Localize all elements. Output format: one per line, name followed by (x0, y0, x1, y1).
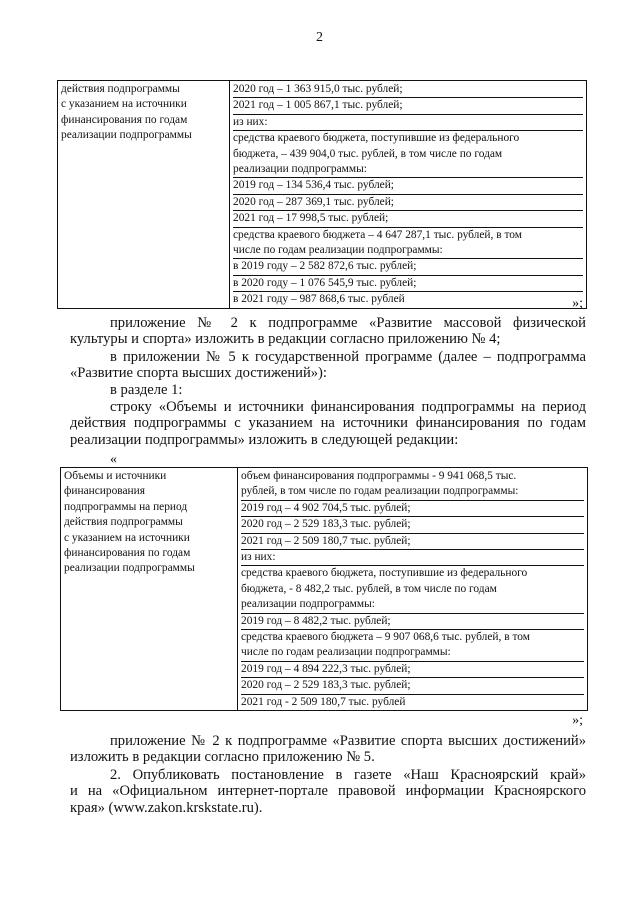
table2-value-cell (238, 468, 588, 711)
paragraph-line: реализации подпрограммы» изложить в следующей редакции: (70, 431, 459, 448)
table1-value-line: 2019 год – 134 536,4 тыс. рублей; (233, 178, 583, 194)
table2-value-line: средства краевого бюджета, поступившие из федерального (241, 567, 528, 580)
table1-value-line: 2020 год – 1 363 915,0 тыс. рублей; (233, 82, 583, 98)
table2-label-line: Объемы и источники (64, 470, 167, 482)
paragraph-row-change (70, 399, 586, 448)
table2-value-line: реализации подпрограммы: (241, 597, 584, 613)
paragraph-line: в приложении № 5 к государственной программе (далее – подпрограмма (110, 349, 586, 365)
table2-label-line: действия подпрограммы (64, 516, 183, 529)
paragraph-line: культуры и спорта» изложить в редакции согласно приложению № 4; (70, 331, 501, 348)
table-row (58, 81, 587, 309)
table2-value-line: объем финансирования подпрограммы - 9 941 068,5 тыс. (241, 470, 517, 482)
table1-value-line: в 2020 году – 1 076 545,9 тыс. рублей; (233, 276, 583, 292)
table2-value-line: 2019 год – 4 894 222,3 тыс. рублей; (241, 662, 584, 678)
table2-value-line: 2020 год – 2 529 183,3 тыс. рублей; (241, 517, 584, 533)
table1-label-line: реализации подпрограммы (61, 129, 192, 142)
table2-label-cell (61, 468, 238, 711)
table1-value-line: 2021 год – 1 005 867,1 тыс. рублей; (233, 98, 583, 114)
table2-label-line: с указанием на источники (64, 531, 190, 544)
table2-value-line: 2019 год – 4 902 704,5 тыс. рублей; (241, 501, 584, 517)
table2-label-line: реализации подпрограммы (64, 562, 195, 575)
paragraph-line: 2. Опубликовать постановление в газете «Наш Красноярский край» (110, 767, 586, 783)
table1-label-cell (58, 81, 230, 309)
table2-value-line: рублей, в том числе по годам реализации подпрограммы: (241, 484, 584, 500)
paragraph-line: приложение № 2 к подпрограмме «Развитие спорта высших достижений» (110, 733, 586, 749)
table1-value-line: бюджета, – 439 904,0 тыс. рублей, в том числе по годам (233, 147, 503, 160)
table1-value-cell (230, 81, 587, 309)
paragraph-line: приложение № 2 к подпрограмме «Развитие массовой физической (110, 315, 586, 331)
table1-value-line: из них: (233, 115, 583, 131)
paragraph-appendix-5-intro (70, 349, 586, 382)
table1-closing-quote: »; (572, 296, 583, 311)
table2-label-line: финансирования (64, 485, 145, 498)
paragraph-line: «Развитие спорта высших достижений»): (70, 365, 327, 382)
table1-label-line: действия подпрограммы (61, 83, 180, 95)
table-row (61, 468, 588, 711)
table1-value-line: 2020 год – 287 369,1 тыс. рублей; (233, 195, 583, 211)
financing-table-2 (60, 467, 588, 711)
paragraph-line: действия подпрограммы с указанием на источники финансирования по годам (70, 415, 586, 432)
financing-table-1 (57, 80, 587, 309)
paragraph-line: изложить в редакции согласно приложению № 5. (70, 749, 375, 766)
table2-value-line: числе по годам реализации подпрограммы: (241, 645, 584, 661)
table2-value-line: бюджета, - 8 482,2 тыс. рублей, в том числе по годам (241, 582, 497, 595)
table1-value-line: реализации подпрограммы: (233, 162, 583, 178)
paragraph-line: края» (www.zakon.krskstate.ru). (70, 799, 263, 816)
table2-opening-quote: « (110, 452, 117, 467)
table2-label-line: финансирования по годам (64, 547, 191, 560)
table1-label-line: финансирования по годам (61, 113, 188, 126)
table1-value-line: в 2021 году – 987 868,6 тыс. рублей (233, 293, 405, 306)
paragraph-appendix-5 (70, 733, 586, 766)
table2-value-line: 2020 год – 2 529 183,3 тыс. рублей; (241, 678, 584, 694)
table1-label-line: с указанием на источники (61, 98, 187, 111)
paragraph-appendix-4 (70, 315, 586, 348)
table1-value-line: числе по годам реализации подпрограммы: (233, 243, 583, 259)
table2-value-line: средства краевого бюджета – 9 907 068,6 тыс. рублей, в том (241, 631, 530, 644)
paragraph-line: строку «Объемы и источники финансирования подпрограммы на период (110, 399, 586, 415)
table2-value-line: 2021 год - 2 509 180,7 тыс. рублей (241, 695, 406, 708)
table2-value-line: 2019 год – 8 482,2 тыс. рублей; (241, 614, 584, 630)
table1-value-line: средства краевого бюджета, поступившие из федерального (233, 132, 520, 145)
table1-value-line: средства краевого бюджета – 4 647 287,1 тыс. рублей, в том (233, 228, 522, 241)
paragraph-section-1 (70, 382, 586, 398)
paragraph-line: в разделе 1: (110, 382, 183, 398)
page-number: 2 (316, 30, 323, 45)
paragraph-line: и на «Официальном интернет-портале правовой информации Красноярского (70, 783, 586, 800)
table2-value-line: из них: (241, 550, 584, 566)
table1-value-line: 2021 год – 17 998,5 тыс. рублей; (233, 211, 583, 227)
table2-label-line: подпрограммы на период (64, 500, 188, 513)
table2-value-line: 2021 год – 2 509 180,7 тыс. рублей; (241, 534, 584, 550)
table1-value-line: в 2019 году – 2 582 872,6 тыс. рублей; (233, 259, 583, 275)
table2-closing-quote: »; (572, 713, 583, 728)
paragraph-publication (70, 767, 586, 816)
